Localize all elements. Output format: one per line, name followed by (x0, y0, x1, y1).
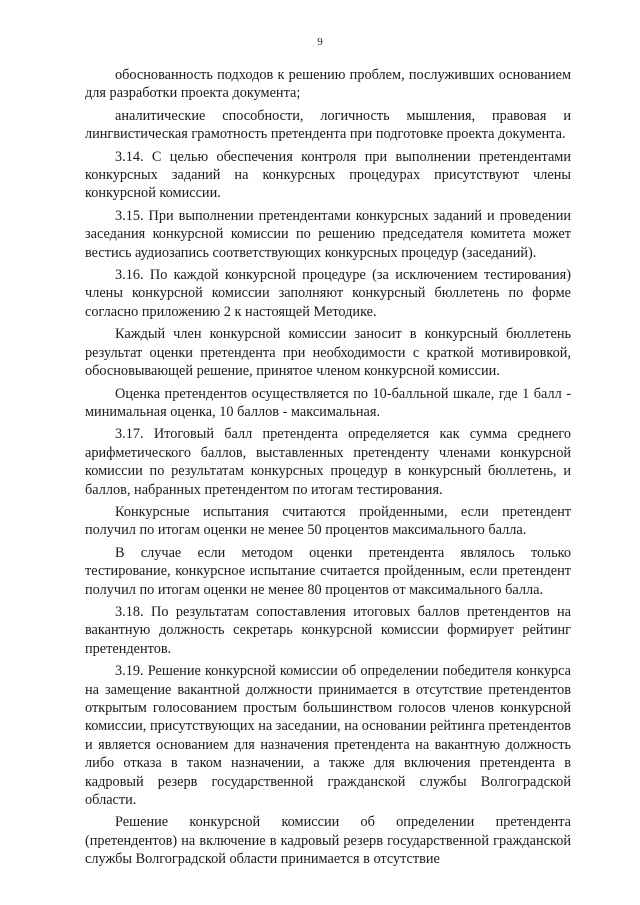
paragraph-testing-threshold: В случае если методом оценки претендента являлось только тестирование, конкурсное испытание считается пройденным, если претендент получил по итогам оценки не менее 80 процентов от максимального балла. (85, 544, 571, 598)
paragraph-3-16: 3.16. По каждой конкурсной процедуре (за исключением тестирования) члены конкурсной комиссии заполняют конкурсный бюллетень по форме согласно приложению 2 к настоящей Методике. (85, 267, 571, 320)
paragraph-3-15: 3.15. При выполнении претендентами конкурсных заданий и проведении заседания конкурсной комиссии по решению председателя комитета может вестись аудиозапись соответствующих конкурсных процедур (заседаний). (85, 207, 571, 261)
paragraph-scoring-scale: Оценка претендентов осуществляется по 10-балльной шкале, где 1 балл - минимальная оценка, 10 баллов - максимальная. (85, 385, 571, 420)
paragraph-3-18: 3.18. По результатам сопоставления итоговых баллов претендентов на вакантную должность секретарь конкурсной комиссии формирует рейтинг претендентов. (85, 603, 571, 657)
page-number: 9 (317, 36, 323, 48)
paragraph-passing-threshold: Конкурсные испытания считаются пройденными, если претендент получил по итогам оценки не менее 50 процентов максимального балла. (85, 503, 571, 539)
paragraph-criteria-justification: обоснованность подходов к решению проблем, послуживших основанием для разработки проекта документа; (85, 67, 571, 102)
paragraph-ballot-entry: Каждый член конкурсной комиссии заносит в конкурсный бюллетень результат оценки претендента при необходимости с краткой мотивировкой, обосновывающей решение, принятое членом конкурсной комиссии. (85, 326, 571, 380)
paragraph-criteria-analytical: аналитические способности, логичность мышления, правовая и лингвистическая грамотность претендента при подготовке проекта документа. (85, 107, 571, 143)
document-body (85, 66, 571, 873)
paragraph-3-14: 3.14. С целью обеспечения контроля при выполнении претендентами конкурсных заданий на конкурсных процедурах присутствуют члены конкурсной комиссии. (85, 148, 571, 202)
paragraph-3-17: 3.17. Итоговый балл претендента определяется как сумма среднего арифметического баллов, выставленных претенденту членами конкурсной комиссии по результатам конкурсных процедур в конкурсный бюллетень, и баллов, набранных претендентом по итогам тестирования. (85, 426, 571, 498)
paragraph-3-19: 3.19. Решение конкурсной комиссии об определении победителя конкурса на замещение вакантной должности принимается в отсутствие претендентов открытым голосованием простым большинством голосов членов конкурсной комиссии, присутствующих на заседании, на основании рейтинга претендентов и является основанием для назначения претендента на вакантную должность либо отказа в таком назначении, а также для включения претендента в кадровый резерв государственной гражданской службы Волгоградской области. (85, 663, 571, 809)
paragraph-reserve-decision: Решение конкурсной комиссии об определении претендента (претендентов) на включение в кадровый резерв государственной гражданской службы Волгоградской области принимается в отсутствие (85, 814, 571, 868)
